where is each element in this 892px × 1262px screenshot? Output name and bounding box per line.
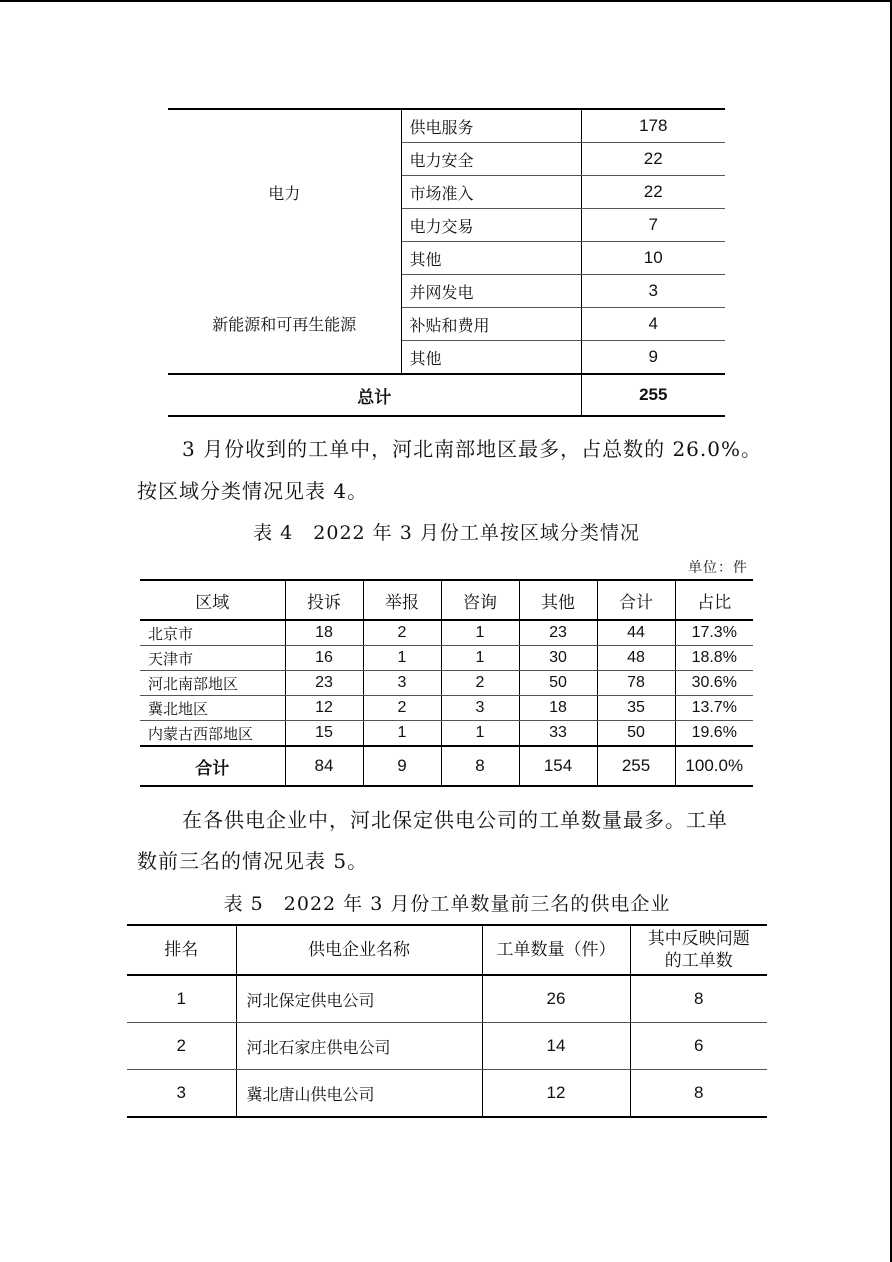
value-cell: 12 — [285, 696, 363, 721]
value-cell: 2 — [363, 620, 441, 646]
value-cell: 23 — [285, 671, 363, 696]
ticket-count-cell: 12 — [482, 1070, 630, 1118]
table-category-summary — [168, 108, 725, 417]
header-issue-count-line-1: 其中反映问题 — [647, 929, 750, 948]
table-row — [127, 1023, 767, 1070]
subcategory-cell: 补贴和费用 — [401, 308, 581, 341]
region-cell: 内蒙古西部地区 — [140, 721, 285, 747]
value-cell: 15 — [285, 721, 363, 747]
table-row — [140, 620, 753, 646]
paragraph-2-line-2: 数前三名的情况见表 5。 — [137, 849, 369, 873]
header-share: 占比 — [675, 580, 753, 620]
subcategory-cell: 其他 — [401, 242, 581, 275]
header-inquiry: 咨询 — [441, 580, 519, 620]
total-label: 总计 — [168, 374, 581, 416]
company-name-cell: 冀北唐山供电公司 — [236, 1070, 482, 1118]
value-cell: 13.7% — [675, 696, 753, 721]
table-5-caption: 表 5 2022 年 3 月份工单数量前三名的供电企业 — [223, 893, 671, 915]
table-region-breakdown — [140, 579, 753, 787]
value-cell: 3 — [441, 696, 519, 721]
count-cell: 10 — [581, 242, 725, 275]
total-cell: 9 — [363, 746, 441, 786]
count-cell: 9 — [648, 347, 658, 366]
value-cell: 1 — [363, 721, 441, 747]
header-rank: 排名 — [127, 925, 236, 975]
region-cell: 北京市 — [140, 620, 285, 646]
count-cell: 3 — [581, 275, 725, 308]
issue-count-cell: 6 — [630, 1023, 767, 1070]
header-ticket-count: 工单数量（件） — [482, 925, 630, 975]
value-cell: 18.8% — [675, 646, 753, 671]
category-cell: 电力 — [168, 109, 401, 275]
subcategory-cell: 其他 — [401, 341, 581, 375]
total-cell: 84 — [285, 746, 363, 786]
table-top-companies — [127, 924, 767, 1118]
value-cell: 1 — [363, 646, 441, 671]
subcategory-cell: 电力安全 — [401, 143, 581, 176]
value-cell: 18 — [519, 696, 597, 721]
table-row — [140, 671, 753, 696]
value-cell: 35 — [597, 696, 675, 721]
table-4-unit: 单位：件 — [688, 560, 748, 576]
total-cell: 8 — [441, 746, 519, 786]
value-cell: 30 — [519, 646, 597, 671]
value-cell: 16 — [285, 646, 363, 671]
header-region: 区域 — [140, 580, 285, 620]
region-cell: 冀北地区 — [140, 696, 285, 721]
ticket-count-cell: 14 — [482, 1023, 630, 1070]
header-report: 举报 — [363, 580, 441, 620]
header-complaint: 投诉 — [285, 580, 363, 620]
subcategory-cell: 市场准入 — [401, 176, 581, 209]
rank-cell: 2 — [127, 1023, 236, 1070]
value-cell: 19.6% — [675, 721, 753, 747]
count-cell: 22 — [581, 176, 725, 209]
subcategory-cell: 并网发电 — [401, 275, 581, 308]
value-cell: 3 — [363, 671, 441, 696]
header-total: 合计 — [597, 580, 675, 620]
total-value: 255 — [581, 374, 725, 416]
subcategory-cell: 供电服务 — [401, 109, 581, 143]
count-cell: 178 — [581, 109, 725, 143]
table-row — [127, 1070, 767, 1118]
company-name-cell: 河北保定供电公司 — [236, 975, 482, 1023]
paragraph-2-line-1: 在各供电企业中，河北保定供电公司的工单数量最多。工单 — [182, 808, 728, 832]
header-company-name: 供电企业名称 — [236, 925, 482, 975]
subcategory-cell: 电力交易 — [401, 209, 581, 242]
value-cell: 30.6% — [675, 671, 753, 696]
value-cell: 44 — [597, 620, 675, 646]
header-issue-count — [630, 925, 767, 975]
total-cell: 255 — [597, 746, 675, 786]
value-cell: 48 — [597, 646, 675, 671]
total-label: 合计 — [140, 746, 285, 786]
paragraph-1-line-1: 3 月份收到的工单中，河北南部地区最多，占总数的 26.0%。 — [182, 437, 762, 461]
table-row — [140, 646, 753, 671]
header-other: 其他 — [519, 580, 597, 620]
issue-count-cell: 8 — [630, 975, 767, 1023]
table-row — [127, 975, 767, 1023]
value-cell: 1 — [441, 646, 519, 671]
value-cell: 78 — [597, 671, 675, 696]
value-cell: 18 — [285, 620, 363, 646]
region-cell: 河北南部地区 — [140, 671, 285, 696]
count-cell: 22 — [581, 143, 725, 176]
company-name-cell: 河北石家庄供电公司 — [236, 1023, 482, 1070]
value-cell: 50 — [597, 721, 675, 747]
value-cell: 2 — [363, 696, 441, 721]
total-row — [140, 746, 753, 786]
value-cell: 50 — [519, 671, 597, 696]
value-cell: 23 — [519, 620, 597, 646]
value-cell: 33 — [519, 721, 597, 747]
count-cell: 4 — [581, 308, 725, 341]
header-issue-count-line-2: 的工单数 — [664, 951, 733, 970]
region-cell: 天津市 — [140, 646, 285, 671]
value-cell: 1 — [441, 721, 519, 747]
rank-cell: 3 — [127, 1070, 236, 1118]
total-cell: 154 — [519, 746, 597, 786]
issue-count-cell: 8 — [630, 1070, 767, 1118]
value-cell: 2 — [441, 671, 519, 696]
table-4-caption: 表 4 2022 年 3 月份工单按区域分类情况 — [253, 522, 640, 544]
table-row — [140, 721, 753, 747]
category-cell: 新能源和可再生能源 — [168, 275, 401, 375]
count-cell: 7 — [581, 209, 725, 242]
page-top-border — [0, 0, 892, 2]
value-cell: 1 — [441, 620, 519, 646]
ticket-count-cell: 26 — [482, 975, 630, 1023]
total-cell: 100.0% — [675, 746, 753, 786]
paragraph-1-line-2: 按区域分类情况见表 4。 — [137, 479, 369, 503]
table-row — [140, 696, 753, 721]
value-cell: 17.3% — [675, 620, 753, 646]
rank-cell: 1 — [127, 975, 236, 1023]
